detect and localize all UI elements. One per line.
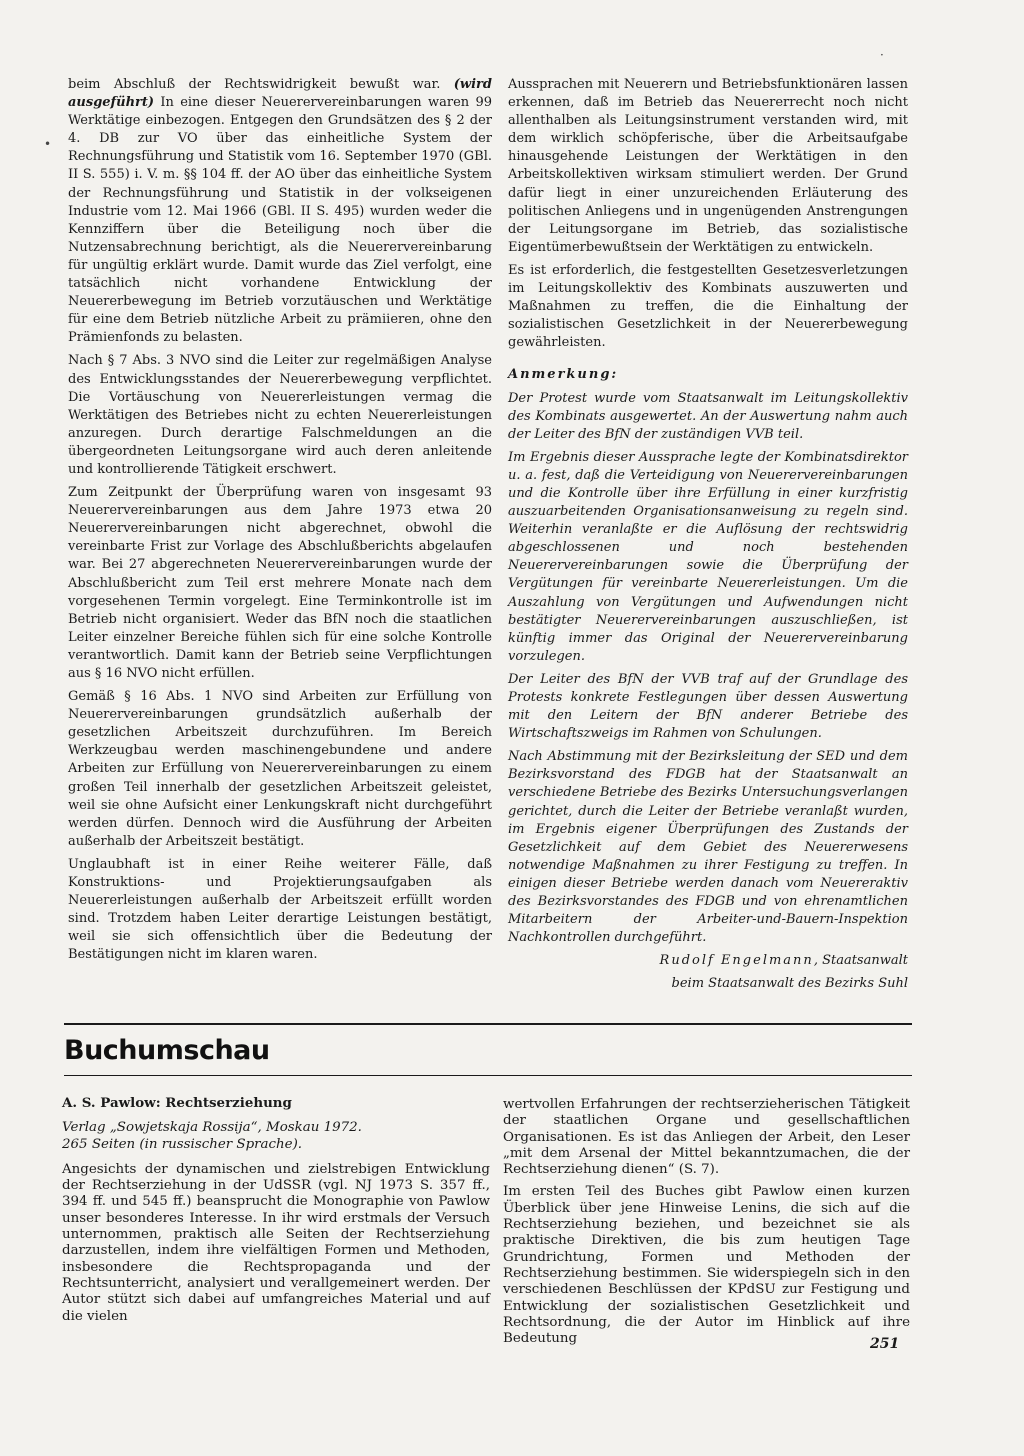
left-paragraph-4: Gemäß § 16 Abs. 1 NVO sind Arbeiten zur Erfüllung von Neuerervereinbarungen grundsätzlich außerhalb der gesetzlichen Arbeitszeit durchzuführen. Im Bereich Werkzeugbau werden maschinengebundene und andere Arbeiten zur Erfüllung von Neuerervereinbarungen zu einem großen Teil innerhalb der gesetzlichen Arbeitszeit geleistet, weil sie ohne Aufsicht einer Lenkungskraft nicht durchgeführt werden dürfen. Dennoch wird die Ausführung der Arbeiten außerhalb der Arbeitszeit bestätigt. bbox=[68, 689, 492, 849]
book-review-left-column bbox=[62, 1095, 490, 1331]
note-paragraph-2: Im Ergebnis dieser Aussprache legte der Kombinatsdirektor u. a. fest, daß die Verteidigung von Neuerervereinbarungen und die Kontrolle über ihre Erfüllung in einer kurzfristig auszuarbeitenden Organisationsanweisung zu regeln sind. Weiterhin veranlaßte er die Auflösung der rechtswidrig abgeschlossenen und noch bestehenden Neuerervereinbarungen sowie die Überprüfung der Vergütungen für vereinbarte Neuererleistungen. Um die Auszahlung von Vergütungen und Aufwendungen nicht bestätigter Neuerervereinbarungen auszuschließen, ist künftig immer das Original der Neuerervereinbarung vorzulegen. bbox=[508, 449, 908, 664]
note-heading: Anmerkung: bbox=[508, 367, 619, 383]
left-paragraph-2: Nach § 7 Abs. 3 NVO sind die Leiter zur regelmäßigen Analyse des Entwicklungsstandes der Neuererbewegung verpflichtet. Die Vortäuschung von Neuererleistungen vermag die Werktätigen des Betriebes nicht zu echten Neuererleistungen anzuregen. Durch derartige Falschmeldungen an die übergeordneten Leitungsorgane wird auch deren anleitende und kontrollierende Tätigkeit erschwert. bbox=[68, 353, 492, 477]
note-paragraph-1: Der Protest wurde vom Staatsanwalt im Leitungskollektiv des Kombinats ausgewertet. An der Auswertung nahm auch der Leiter des BfN der zuständigen VVB teil. bbox=[508, 390, 908, 442]
margin-mark: · bbox=[880, 48, 884, 62]
signature-line-1: Rudolf Engelmann, Staatsanwalt bbox=[659, 953, 908, 969]
left-paragraph-1: beim Abschluß der Rechtswidrigkeit bewußt war. (wird ausgeführt) In eine dieser Neuerervereinbarungen waren 99 Werktätige einbezogen. Entgegen den Grundsätzen des § 2 der 4. DB zur VO über das einheitliche System der Rechnungsführung und Statistik vom 16. September 1970 (GBl. II S. 555) i. V. m. §§ 104 ff. der AO über das einheitliche System der Rechnungsführung und Statistik in der volkseigenen Industrie vom 12. Mai 1966 (GBl. II S. 495) wurden weder die Kennziffern über die Beteiligung noch über die Nutzensabrechnung berichtigt, als die Neuerervereinbarung für ungültig erklärt wurde. Damit wurde das Ziel verfolgt, eine tatsächlich nicht vorhandene Entwicklung der Neuererbewegung im Betrieb vorzutäuschen und Werktätige für eine dem Betrieb nützliche Arbeit zu prämiieren, ohne den Prämienfonds zu belasten. bbox=[68, 77, 492, 346]
book-review-paragraph-1: Angesichts der dynamischen und zielstrebigen Entwicklung der Rechtserziehung in der UdSSR (vgl. NJ 1973 S. 357 ff., 394 ff. und 545 ff.) beansprucht die Monographie von Pawlow unser besonderes Interesse. In ihr wird erstmals der Versuch unternommen, praktisch alle Seiten der Rechtserziehung darzustellen, indem ihre vielfältigen Formen und Methoden, insbesondere die Rechtspropaganda und der Rechtsunterricht, analysiert und verallgemeinert werden. Der Autor stützt sich dabei auf umfangreiches Material und auf die vielen bbox=[62, 1161, 490, 1324]
left-text-column bbox=[68, 76, 492, 970]
signature-line-2: beim Staatsanwalt des Bezirks Suhl bbox=[671, 976, 908, 992]
margin-mark: • bbox=[44, 137, 52, 151]
section-rule-top bbox=[64, 1023, 912, 1025]
left-paragraph-5: Unglaubhaft ist in einer Reihe weiterer Fälle, daß Konstruktions- und Projektierungsaufgaben als Neuererleistungen außerhalb der Arbeitszeit erfüllt worden sind. Trotzdem haben Leiter derartige Leistungen bestätigt, weil sie sich offensichtlich über die Bedeutung der Bestätigungen nicht im klaren waren. bbox=[68, 856, 492, 963]
book-review-paragraph-2: wertvollen Erfahrungen der rechtserzieherischen Tätigkeit der staatlichen Organe und gesellschaftlichen Organisationen. Es ist das Anliegen der Arbeit, den Leser „mit dem Arsenal der Mittel bekanntzumachen, die der Rechtserziehung dienen“ (S. 7). bbox=[503, 1097, 910, 1178]
section-title: Buchumschau bbox=[64, 1035, 270, 1066]
section-rule-bottom bbox=[64, 1075, 912, 1076]
book-review-paragraph-3: Im ersten Teil des Buches gibt Pawlow einen kurzen Überblick über jene Hinweise Lenins, die sich auf die Rechtserziehung beziehen, und bezeichnet sie als praktische Direktiven, die bis zum heutigen Tage Grundrichtung, Formen und Methoden der Rechtserziehung bestimmen. Sie widerspiegeln sich in den verschiedenen Beschlüssen der KPdSU zur Festigung und Entwicklung der sozialistischen Gesetzlichkeit und Rechtsordnung, die der Autor im Hinblick auf ihre Bedeutung bbox=[503, 1184, 910, 1347]
author-name: Rudolf Engelmann bbox=[659, 953, 814, 969]
book-review-right-column bbox=[503, 1097, 910, 1353]
page-number: 251 bbox=[870, 1336, 900, 1352]
book-title: A. S. Pawlow: Rechtserziehung bbox=[62, 1095, 292, 1111]
note-paragraph-4: Nach Abstimmung mit der Bezirksleitung der SED und dem Bezirksvorstand des FDGB hat der Staatsanwalt an verschiedene Betriebe des Bezirks Untersuchungsverlangen gerichtet, durch die Leiter der Betriebe veranlaßt wurden, im Ergebnis eigener Überprüfungen des Zustands der Gesetzlichkeit auf dem Gebiet des Neuererwesens notwendige Maßnahmen zu ihrer Festigung zu treffen. In einigen dieser Betriebe werden danach vom Neuereraktiv des Bezirksvorstandes des FDGB und von ehrenamtlichen Mitarbeitern der Arbeiter-und-Bauern-Inspektion Nachkontrollen durchgeführt. bbox=[508, 749, 908, 946]
right-paragraph-1: Aussprachen mit Neuerern und Betriebsfunktionären lassen erkennen, daß im Betrieb das Neuererrecht noch nicht allenthalben als Leitungsinstrument verstanden wird, mit dem wirklich schöpferische, über die Arbeitsaufgabe hinausgehende Leistungen der Werktätigen in den Arbeitskollektiven wirksam stimuliert werden. Der Grund dafür liegt in einer unzureichenden Erläuterung des politischen Anliegens und in ungenügenden Anstrengungen der Leitungsorgane im Betrieb, das sozialistische Eigentümerbewußtsein der Werktätigen zu entwickeln. bbox=[508, 77, 908, 255]
book-meta: Verlag „Sowjetskaja Rossija“, Moskau 1972. 265 Seiten (in russischer Sprache). bbox=[62, 1120, 362, 1152]
left-paragraph-3: Zum Zeitpunkt der Überprüfung waren von insgesamt 93 Neuerervereinbarungen aus dem Jahre 1973 etwa 20 Neuerervereinbarungen nicht abgerechnet, obwohl die vereinbarte Frist zur Vorlage des Abschlußberichts abgelaufen war. Bei 27 abgerechneten Neuerervereinbarungen wurde der Abschlußbericht zum Teil erst mehrere Monate nach dem vorgesehenen Termin vorgelegt. Eine Terminkontrolle ist im Betrieb nicht organisiert. Weder das BfN noch die staatlichen Leiter einzelner Bereiche fühlen sich für eine solche Kontrolle verantwortlich. Damit kann der Betrieb seine Verpflichtungen aus § 16 NVO nicht erfüllen. bbox=[68, 485, 492, 681]
right-paragraph-2: Es ist erforderlich, die festgestellten Gesetzesverletzungen im Leitungskollektiv des Kombinats auszuwerten und Maßnahmen zu treffen, die die Einhaltung der sozialistischen Gesetzlichkeit in der Neuererbewegung gewährleisten. bbox=[508, 262, 908, 351]
note-paragraph-3: Der Leiter des BfN der VVB traf auf der Grundlage des Protests konkrete Festlegungen über dessen Auswertung mit den Leitern der BfN anderer Betriebe des Wirtschaftszweigs im Rahmen von Schulungen. bbox=[508, 671, 908, 742]
right-text-column bbox=[508, 76, 908, 999]
